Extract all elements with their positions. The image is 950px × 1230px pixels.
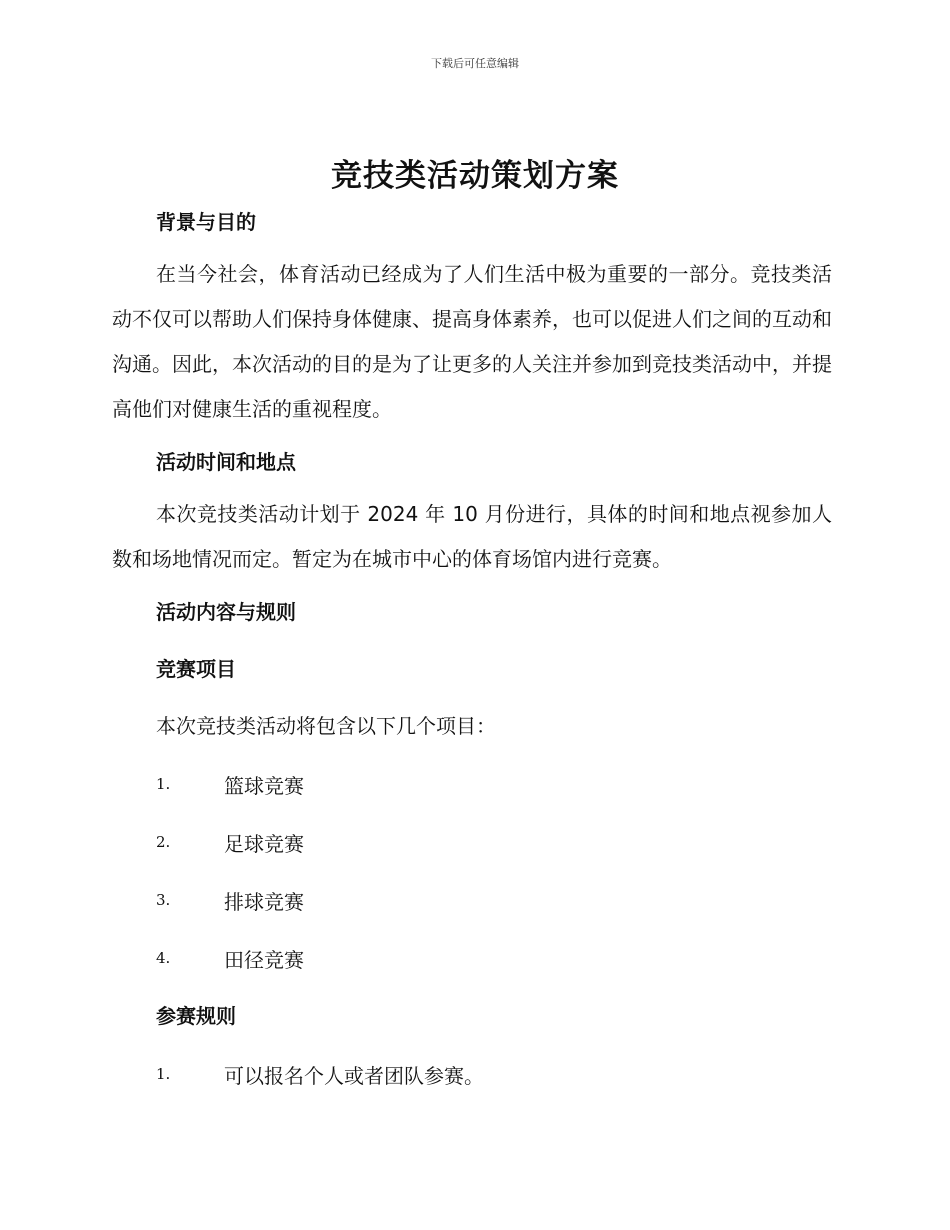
document-body: [112, 204, 832, 1092]
list-item-number: 1.: [156, 1065, 171, 1083]
section-heading-background: 背景与目的: [156, 210, 256, 234]
list-item-number: 2.: [156, 833, 171, 851]
list-item-text: 排球竞赛: [224, 889, 304, 914]
background-paragraph: 在当今社会，体育活动已经成为了人们生活中极为重要的一部分。竞技类活动不仅可以帮助人们保持身体健康、提高身体素养，也可以促进人们之间的互动和沟通。因此，本次活动的目的是为了让更多的人关注并参加到竞技类活动中，并提高他们对健康生活的重视程度。: [112, 262, 832, 421]
section-heading-content-rules: 活动内容与规则: [156, 600, 296, 624]
list-item: [112, 940, 832, 976]
list-item-number: 3.: [156, 891, 171, 909]
list-item: [112, 766, 832, 802]
list-item-text: 田径竞赛: [224, 947, 304, 972]
list-item: [112, 882, 832, 918]
list-item-number: 1.: [156, 775, 171, 793]
section-heading-events: 竞赛项目: [156, 657, 236, 681]
list-item: [112, 824, 832, 860]
list-item-text: 篮球竞赛: [224, 773, 304, 798]
events-intro: 本次竞技类活动将包含以下几个项目：: [156, 714, 496, 738]
list-item: [112, 1056, 832, 1092]
list-item-number: 4.: [156, 949, 171, 967]
list-item-text: 足球竞赛: [224, 831, 304, 856]
section-heading-time-place: 活动时间和地点: [156, 450, 296, 474]
list-item-text: 可以报名个人或者团队参赛。: [224, 1063, 484, 1088]
document-title: 竞技类活动策划方案: [331, 158, 619, 194]
header-note: 下载后可任意编辑: [431, 57, 519, 70]
section-heading-rules: 参赛规则: [156, 1004, 236, 1028]
time-place-paragraph: 本次竞技类活动计划于 2024 年 10 月份进行，具体的时间和地点视参加人数和场地情况而定。暂定为在城市中心的体育场馆内进行竞赛。: [112, 502, 832, 571]
